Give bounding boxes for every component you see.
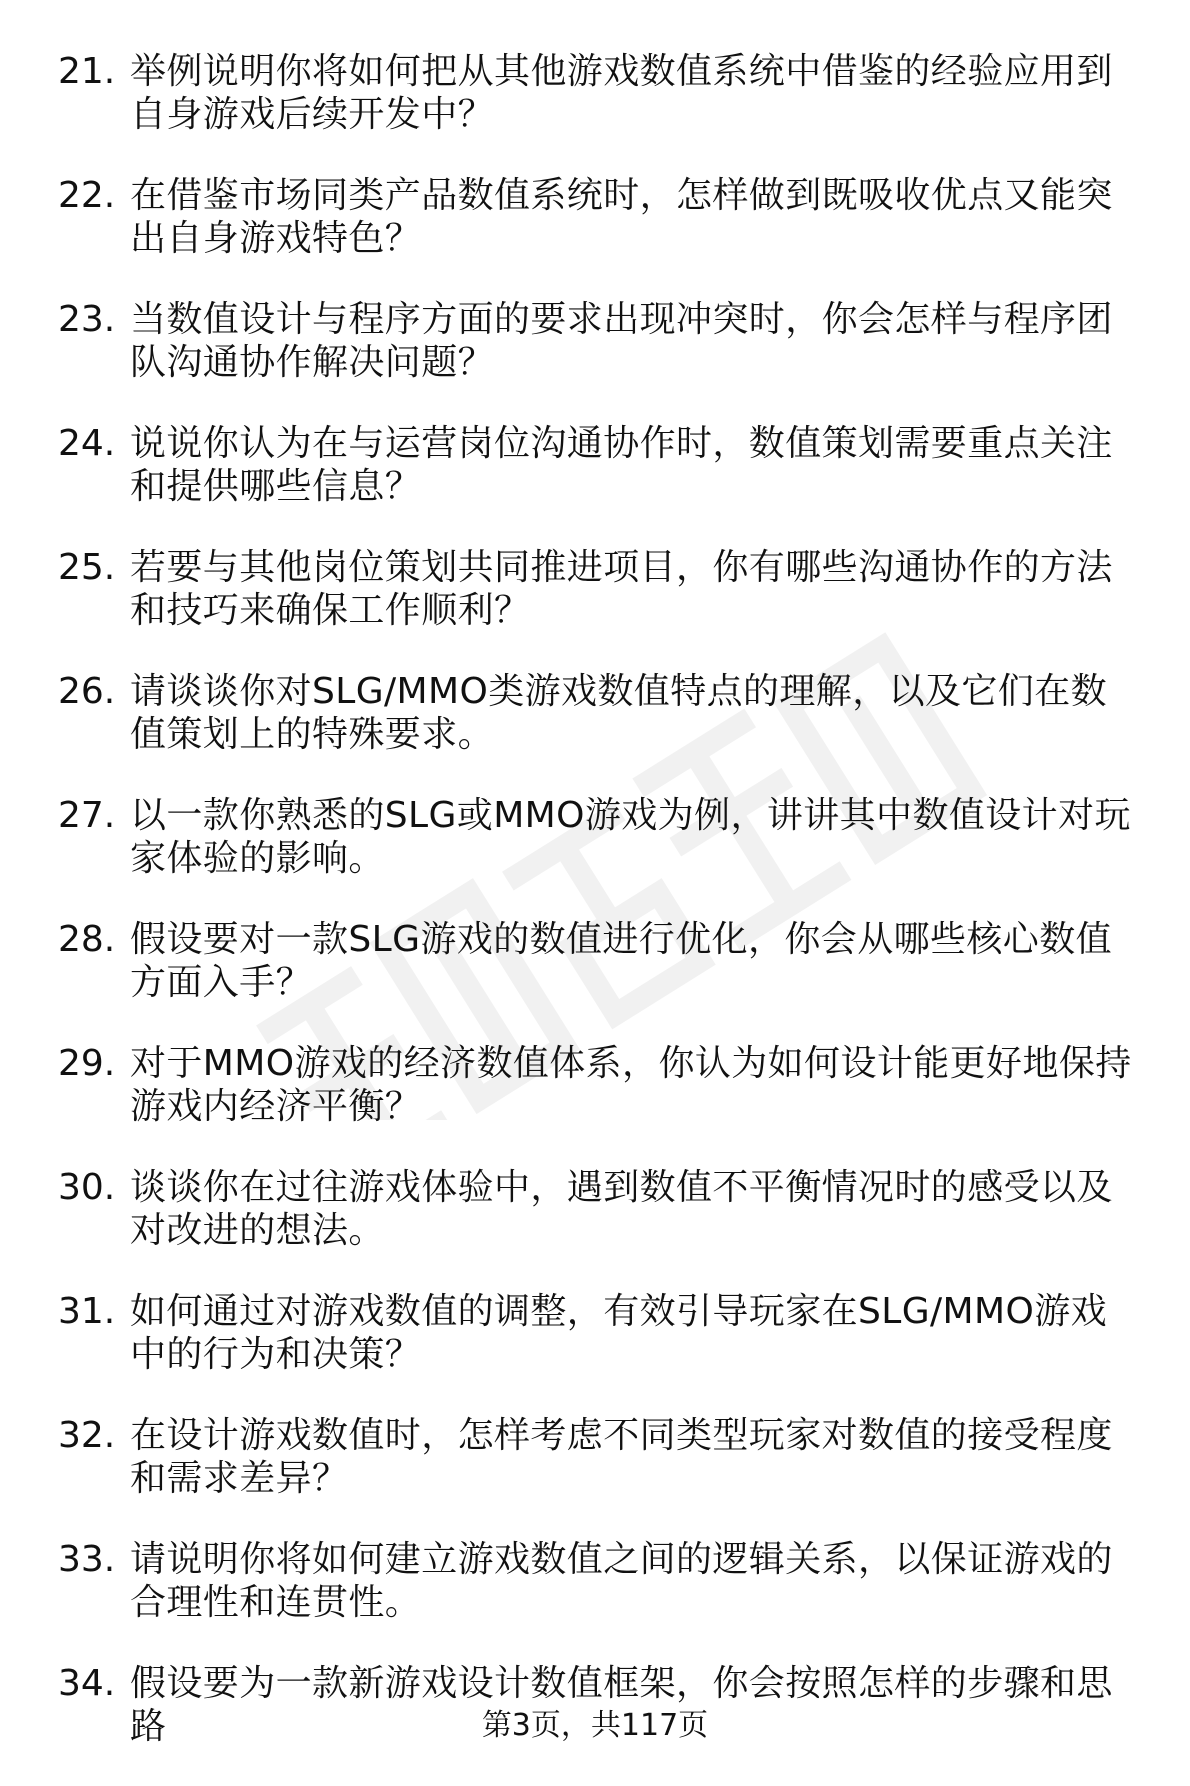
question-text: 以一款你熟悉的SLG或MMO游戏为例，讲讲其中数值设计对玩家体验的影响。 (130, 795, 1131, 879)
question-item (58, 422, 1158, 546)
question-item (58, 670, 1158, 794)
question-item (58, 546, 1158, 670)
question-text: 举例说明你将如何把从其他游戏数值系统中借鉴的经验应用到自身游戏后续开发中？ (130, 51, 1113, 135)
question-item (58, 1166, 1158, 1290)
question-text: 当数值设计与程序方面的要求出现冲突时，你会怎样与程序团队沟通协作解决问题？ (130, 299, 1113, 383)
question-number: 32. (58, 1415, 116, 1456)
question-number: 25. (58, 547, 116, 588)
question-text: 说说你认为在与运营岗位沟通协作时，数值策划需要重点关注和提供哪些信息？ (130, 423, 1113, 507)
question-item (58, 1538, 1158, 1662)
question-text: 假设要对一款SLG游戏的数值进行优化，你会从哪些核心数值方面入手？ (130, 919, 1113, 1003)
question-text: 在设计游戏数值时，怎样考虑不同类型玩家对数值的接受程度和需求差异？ (130, 1415, 1113, 1499)
page-number-footer: 第3页，共117页 (481, 1708, 709, 1743)
question-text: 对于MMO游戏的经济数值体系，你认为如何设计能更好地保持游戏内经济平衡？ (130, 1043, 1132, 1127)
question-number: 23. (58, 299, 116, 340)
question-item (58, 1414, 1158, 1538)
question-number: 24. (58, 423, 116, 464)
question-number: 28. (58, 919, 116, 960)
question-text: 请谈谈你对SLG/MMO类游戏数值特点的理解，以及它们在数值策划上的特殊要求。 (130, 671, 1107, 755)
question-text: 假设要为一款新游戏设计数值框架，你会按照怎样的步骤和思路 (130, 1663, 1113, 1747)
question-item (58, 298, 1158, 422)
question-text: 若要与其他岗位策划共同推进项目，你有哪些沟通协作的方法和技巧来确保工作顺利？ (130, 547, 1113, 631)
question-item (58, 918, 1158, 1042)
question-item (58, 50, 1158, 174)
question-item (58, 1042, 1158, 1166)
question-number: 34. (58, 1663, 116, 1704)
question-item (58, 794, 1158, 918)
question-text: 在借鉴市场同类产品数值系统时，怎样做到既吸收优点又能突出自身游戏特色？ (130, 175, 1113, 259)
question-number: 30. (58, 1167, 116, 1208)
question-number: 29. (58, 1043, 116, 1084)
question-number: 27. (58, 795, 116, 836)
question-number: 21. (58, 51, 116, 92)
question-text: 谈谈你在过往游戏体验中，遇到数值不平衡情况时的感受以及对改进的想法。 (130, 1167, 1113, 1251)
question-item (58, 1290, 1158, 1414)
question-text: 请说明你将如何建立游戏数值之间的逻辑关系，以保证游戏的合理性和连贯性。 (130, 1539, 1113, 1623)
question-number: 26. (58, 671, 116, 712)
question-list (58, 50, 1158, 1786)
question-number: 31. (58, 1291, 116, 1332)
question-number: 22. (58, 175, 116, 216)
question-item (58, 174, 1158, 298)
question-text: 如何通过对游戏数值的调整，有效引导玩家在SLG/MMO游戏中的行为和决策？ (130, 1291, 1107, 1375)
question-number: 33. (58, 1539, 116, 1580)
